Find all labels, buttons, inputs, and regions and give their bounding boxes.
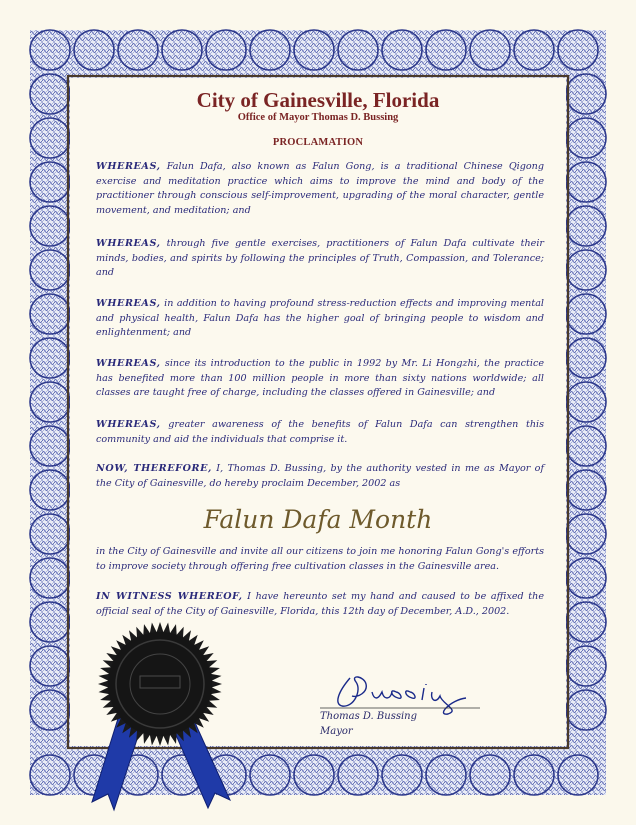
witness-lead: IN WITNESS WHEREOF, (96, 591, 243, 602)
clause-text: Falun Dafa, also known as Falun Gong, is a traditional Chinese Qigong exercise and meditation practice which aims to improve the mind and body of the practitioner through conscious self-improvement, upgrading of the moral character, gentle movement, and meditation; and (96, 161, 544, 216)
proclaim-lead: NOW, THEREFORE, (96, 463, 212, 474)
proclaim-clause (96, 462, 544, 491)
proclamation-heading: PROCLAMATION (272, 137, 364, 148)
clause-lead: WHEREAS, (96, 358, 161, 369)
mayor-signature (320, 670, 480, 715)
whereas-clause-1 (96, 160, 544, 218)
whereas-clause-4 (96, 357, 544, 401)
clause-lead: WHEREAS, (96, 419, 161, 430)
clause-lead: WHEREAS, (96, 161, 161, 172)
whereas-clause-3 (96, 297, 544, 341)
whereas-clause-2 (96, 237, 544, 281)
witness-text: I have hereunto set my hand and caused to be affixed the official seal of the City of Gainesville, Florida, this 12th day of December, A.D., 2002. (96, 591, 544, 617)
clause-text: through five gentle exercises, practitioners of Falun Dafa cultivate their minds, bodies, and spirits by following the principles of Truth, Compassion, and Tolerance; and (96, 238, 544, 279)
month-title: Falun Dafa Month (203, 505, 433, 534)
clause-text: greater awareness of the benefits of Falun Dafa can strengthen this community and aid the individuals that comprise it. (96, 419, 544, 445)
whereas-clause-5 (96, 418, 544, 447)
clause-lead: WHEREAS, (96, 298, 161, 309)
invitation-clause: in the City of Gainesville and invite all our citizens to join me honoring Falun Gong's efforts to improve society through offering free cultivation classes in the Gainesville area. (96, 546, 544, 572)
city-title: City of Gainesville, Florida (196, 88, 440, 112)
clause-text: since its introduction to the public in 1992 by Mr. Li Hongzhi, the practice has benefited more than 100 million people in more than sixty nations worldwide; all classes are taught free of charge, including the classes offered in Gainesville; and (96, 358, 544, 399)
office-line: Office of Mayor Thomas D. Bussing (237, 112, 399, 123)
signatory-title: Mayor (320, 726, 353, 737)
clause-lead: WHEREAS, (96, 238, 161, 249)
official-seal (80, 612, 250, 812)
clause-text: in addition to having profound stress-reduction effects and improving mental and physical health, Falun Dafa has the higher goal of bringing people to wisdom and enlightenment; and (96, 298, 544, 339)
proclaim-text: I, Thomas D. Bussing, by the authority vested in me as Mayor of the City of Gainesville, do hereby proclaim December, 2002 as (96, 463, 544, 489)
signatory-name: Thomas D. Bussing (320, 711, 417, 722)
